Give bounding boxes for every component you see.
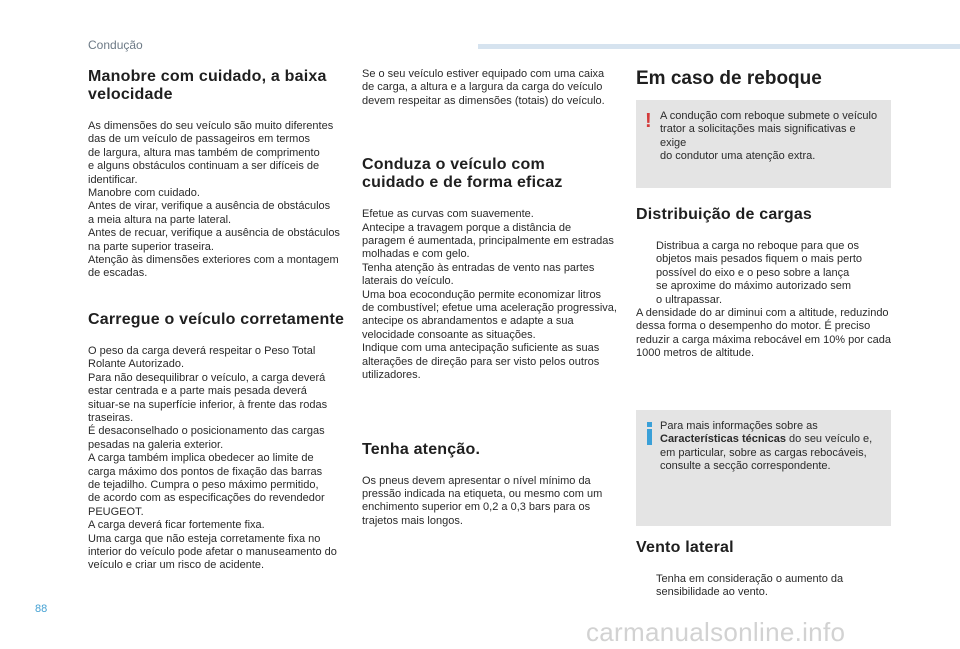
watermark-text: carmanualsonline.info	[586, 617, 846, 647]
text-line: 1000 metros de altitude.	[636, 347, 755, 360]
text-line: Para não desequilibrar o veículo, a carga deverá	[88, 371, 326, 384]
text-line: das de um veículo de passageiros em termos	[88, 133, 310, 146]
info-icon	[646, 422, 654, 445]
text-line: PEUGEOT.	[88, 505, 144, 518]
warning-box	[636, 100, 891, 188]
text-line: de carga, a altura e a largura da carga do veículo	[362, 81, 603, 94]
text-line: Os pneus devem apresentar o nível mínimo da	[362, 474, 591, 487]
text-line: Para mais informações sobre as	[660, 420, 818, 432]
text-line: sensibilidade ao vento.	[656, 586, 768, 599]
info-text	[660, 420, 884, 474]
text-line: possível do eixo e o peso sobre a lança	[656, 266, 850, 279]
paragraph-caixa-carga	[362, 68, 618, 108]
text-line: laterais do veículo.	[362, 275, 454, 288]
column-left	[88, 68, 348, 573]
text-line: em particular, sobre as cargas rebocáveis,	[660, 446, 867, 459]
text-line: Uma boa ecocondução permite economizar litros	[362, 288, 602, 301]
text-line: na parte superior traseira.	[88, 240, 214, 253]
text-line: traseiras.	[88, 411, 134, 424]
text-line: Antes de recuar, verifique a ausência de obstáculos	[88, 227, 340, 240]
text-line: molhadas e com gelo.	[362, 248, 470, 261]
text-line: Distribua a carga no reboque para que os	[656, 240, 860, 252]
text-span: do seu veículo e,	[785, 433, 873, 446]
section-vento	[636, 539, 892, 600]
text-line: Antes de virar, verifique a ausência de obstáculos	[88, 200, 331, 213]
heading-reboque: Em caso de reboque	[636, 68, 822, 89]
text-line: A condução com reboque submete o veículo	[660, 110, 878, 122]
heading-distribuicao: Distribuição de cargas	[636, 206, 813, 223]
text-line: Manobre com cuidado.	[88, 187, 200, 200]
text-line: pressão indicada na etiqueta, ou mesmo com um	[362, 487, 603, 500]
text-line: paragem é aumentada, principalmente em estradas	[362, 235, 614, 248]
paragraph-carregue	[88, 345, 348, 573]
text-line: Tenha em consideração o aumento da	[656, 573, 844, 585]
info-box	[636, 410, 891, 526]
text-line: dessa forma o desempenho do motor. É preciso	[636, 320, 871, 333]
text-line: utilizadores.	[362, 369, 421, 382]
text-line: do condutor uma atenção extra.	[660, 150, 816, 163]
text-line: reduzir a carga máxima rebocável em 10% por cada	[636, 333, 891, 346]
paragraph-densidade	[636, 307, 892, 361]
heading-manobre: Manobre com cuidado, a baixa velocidade	[88, 68, 327, 103]
text-line: o ultrapassar.	[656, 293, 723, 306]
header-bar	[478, 44, 960, 49]
text-line: Indique com uma antecipação suficiente as suas	[362, 342, 600, 355]
text-line: A carga deverá ficar fortemente fixa.	[88, 519, 265, 532]
paragraph-tenha-atencao	[362, 475, 618, 529]
page-number: 88	[35, 603, 48, 615]
exclamation-icon: !	[645, 110, 652, 132]
text-line: velocidade consoante as situações.	[362, 328, 536, 341]
bold-term: Características técnicas	[660, 433, 786, 446]
text-line: O peso da carga deverá respeitar o Peso Total	[88, 344, 316, 357]
section-distribuicao	[636, 206, 892, 361]
text-line: devem respeitar as dimensões (totais) do veículo.	[362, 94, 605, 107]
heading-tenha-atencao: Tenha atenção.	[362, 440, 481, 458]
bullet-item	[636, 573, 892, 600]
text-line: consulte a secção correspondente.	[660, 460, 831, 473]
paragraph-conduza	[362, 208, 618, 382]
text-line: de escadas.	[88, 267, 148, 280]
text-line: É desaconselhado o posicionamento das cargas	[88, 425, 325, 438]
text-line: identificar.	[88, 173, 138, 186]
text-line: Uma carga que não esteja corretamente fixa no	[88, 532, 321, 545]
heading-conduza: Conduza o veículo com cuidado e de forma eficaz	[362, 156, 563, 192]
warning-text	[660, 110, 884, 164]
text-line	[660, 433, 884, 446]
column-middle	[362, 68, 618, 528]
text-line: Rolante Autorizado.	[88, 358, 185, 371]
text-line: enchimento superior em 0,2 a 0,3 bars para os	[362, 501, 591, 514]
text-line: pesadas na galeria exterior.	[88, 438, 224, 451]
text-line: a meia altura na parte lateral.	[88, 213, 232, 226]
text-line: de acordo com as especificações do revendedor	[88, 492, 325, 505]
text-line: Atenção às dimensões exteriores com a montagem	[88, 254, 339, 267]
paragraph-manobre	[88, 120, 348, 281]
text-line: As dimensões do seu veículo são muito diferentes	[88, 120, 334, 132]
text-line: e alguns obstáculos continuam a ser difíceis de	[88, 160, 320, 173]
text-line: de tejadilho. Cumpra o peso máximo permitido,	[88, 478, 319, 491]
section-label: Condução	[88, 38, 143, 52]
text-line: objetos mais pesados fiquem o mais perto	[656, 253, 863, 266]
text-line: Antecipe a travagem porque a distância de	[362, 221, 572, 234]
text-line: Se o seu veículo estiver equipado com uma caixa	[362, 68, 605, 80]
text-line: interior do veículo pode afetar o manuseamento do	[88, 545, 337, 558]
text-line: veículo e criar um risco de acidente.	[88, 559, 265, 572]
text-line: de largura, altura mas também de comprimento	[88, 146, 320, 159]
text-line: trator a solicitações mais significativas e exige	[660, 123, 856, 149]
bullet-item	[636, 240, 892, 307]
text-line: de combustível; efetue uma aceleração progressiva,	[362, 302, 617, 315]
text-line: A densidade do ar diminui com a altitude, reduzindo	[636, 307, 889, 320]
text-line: Tenha atenção às entradas de vento nas partes	[362, 261, 595, 274]
text-line: Efetue as curvas com suavemente.	[362, 208, 534, 221]
text-line: A carga também implica obedecer ao limite de	[88, 452, 314, 465]
text-line: situar-se na superfície inferior, à frente das rodas	[88, 398, 328, 411]
heading-carregue: Carregue o veículo corretamente	[88, 310, 345, 328]
text-line: estar centrada e a parte mais pesada deverá	[88, 385, 307, 398]
text-line: alterações de direção para ser visto pelos outros	[362, 355, 600, 368]
text-line: se aproxime do máximo autorizado sem	[656, 280, 852, 293]
text-line: antecipe os abrandamentos e adapte a sua	[362, 315, 574, 328]
text-line: trajetos mais longos.	[362, 514, 463, 527]
text-line: carga máximo dos pontos de fixação das barras	[88, 465, 323, 478]
heading-vento-lateral: Vento lateral	[636, 539, 734, 556]
